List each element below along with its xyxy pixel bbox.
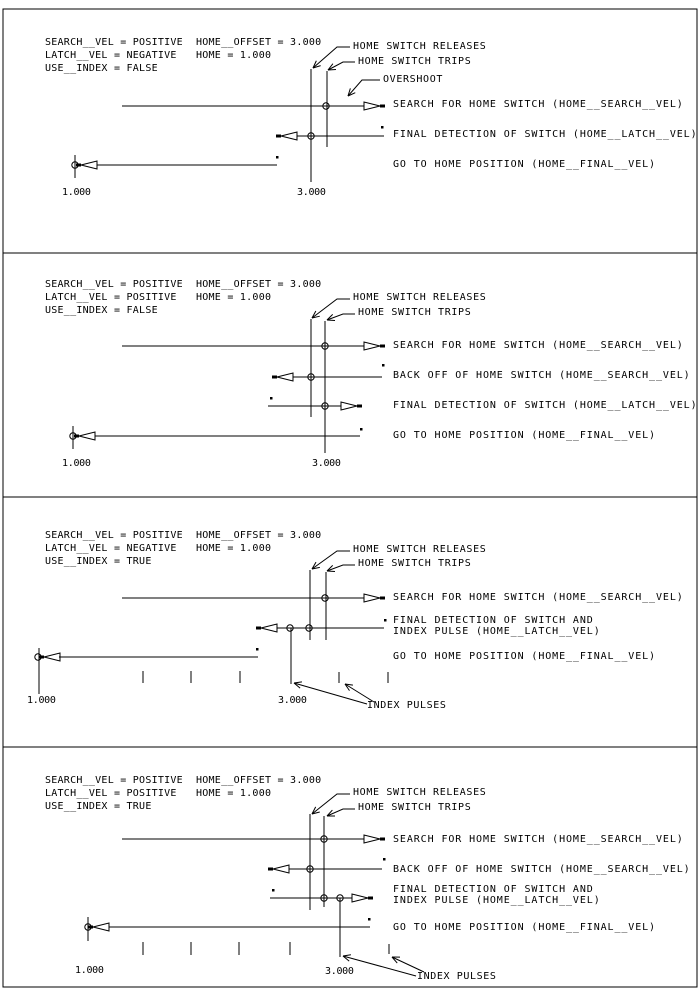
left-arrow-tip — [74, 435, 79, 438]
param-use-index: USE__INDEX = TRUE — [45, 556, 152, 567]
step-label-final-detection-1: FINAL DETECTION OF SWITCH AND — [393, 615, 594, 626]
step-label-back-off: BACK OFF OF HOME SWITCH (HOME__SEARCH__VEL) — [393, 864, 691, 875]
left-arrow-tip — [272, 376, 277, 379]
index-pulses-arrowhead — [294, 682, 302, 683]
left-arrow-tip — [76, 164, 81, 167]
param-home-offset: HOME__OFFSET = 3.000 — [196, 775, 322, 786]
left-arrow-tip — [268, 868, 273, 871]
index-pulses-label: INDEX PULSES — [417, 971, 497, 982]
step-label-search: SEARCH FOR HOME SWITCH (HOME__SEARCH__VEL) — [393, 340, 684, 351]
position-label-offset: 3.000 — [325, 966, 354, 977]
left-arrowhead — [44, 653, 60, 661]
param-latch-vel: LATCH__VEL = POSITIVE — [45, 292, 177, 303]
left-arrow-tip — [276, 135, 281, 138]
param-search-vel: SEARCH__VEL = POSITIVE — [45, 37, 183, 48]
start-point-dot — [382, 364, 385, 367]
param-home-offset: HOME__OFFSET = 3.000 — [196, 37, 322, 48]
param-search-vel: SEARCH__VEL = POSITIVE — [45, 279, 183, 290]
start-point-dot — [270, 397, 273, 400]
left-arrowhead — [281, 132, 297, 140]
param-latch-vel: LATCH__VEL = NEGATIVE — [45, 50, 177, 61]
step-label-go-home: GO TO HOME POSITION (HOME__FINAL__VEL) — [393, 159, 656, 170]
param-use-index: USE__INDEX = TRUE — [45, 801, 152, 812]
right-arrow-tip — [380, 345, 385, 348]
start-point-dot — [368, 918, 371, 921]
index-pulses-leader-line — [392, 957, 424, 972]
callout-home-switch-releases: HOME SWITCH RELEASES — [353, 544, 487, 555]
start-point-dot — [276, 156, 279, 159]
position-label-offset: 3.000 — [297, 187, 326, 198]
callout-home-switch-trips: HOME SWITCH TRIPS — [358, 56, 472, 67]
callout-leader-line — [328, 62, 355, 70]
position-label-home: 1.000 — [62, 187, 91, 198]
callout-home-switch-trips: HOME SWITCH TRIPS — [358, 307, 472, 318]
callout-leader-line — [312, 299, 350, 318]
param-latch-vel: LATCH__VEL = NEGATIVE — [45, 543, 177, 554]
param-home: HOME = 1.000 — [196, 292, 272, 303]
step-label-search: SEARCH FOR HOME SWITCH (HOME__SEARCH__VEL) — [393, 834, 684, 845]
param-home: HOME = 1.000 — [196, 788, 272, 799]
index-pulses-label: INDEX PULSES — [367, 700, 447, 711]
position-label-offset: 3.000 — [278, 695, 307, 706]
param-search-vel: SEARCH__VEL = POSITIVE — [45, 530, 183, 541]
right-arrow-tip — [368, 897, 373, 900]
param-latch-vel: LATCH__VEL = POSITIVE — [45, 788, 177, 799]
right-arrowhead — [364, 102, 380, 110]
position-label-home: 1.000 — [62, 458, 91, 469]
step-label-final-detection: FINAL DETECTION OF SWITCH (HOME__LATCH__VEL) — [393, 129, 698, 140]
callout-arrowhead — [328, 69, 336, 70]
param-home-offset: HOME__OFFSET = 3.000 — [196, 279, 322, 290]
right-arrow-tip — [357, 405, 362, 408]
callout-home-switch-releases: HOME SWITCH RELEASES — [353, 787, 487, 798]
left-arrowhead — [93, 923, 109, 931]
panel-3-linework — [35, 551, 388, 704]
start-point-dot — [256, 648, 259, 651]
right-arrow-tip — [380, 597, 385, 600]
right-arrow-tip — [380, 105, 385, 108]
left-arrowhead — [277, 373, 293, 381]
param-search-vel: SEARCH__VEL = POSITIVE — [45, 775, 183, 786]
step-label-go-home: GO TO HOME POSITION (HOME__FINAL__VEL) — [393, 651, 656, 662]
step-label-final-detection-2: INDEX PULSE (HOME__LATCH__VEL) — [393, 895, 601, 906]
step-label-back-off: BACK OFF OF HOME SWITCH (HOME__SEARCH__VEL) — [393, 370, 691, 381]
left-arrowhead — [261, 624, 277, 632]
callout-leader-line — [327, 809, 355, 816]
step-label-final-detection: FINAL DETECTION OF SWITCH (HOME__LATCH__VEL) — [393, 400, 698, 411]
right-arrow-tip — [380, 838, 385, 841]
right-arrowhead — [364, 594, 380, 602]
param-home-offset: HOME__OFFSET = 3.000 — [196, 530, 322, 541]
callout-leader-line — [327, 314, 355, 320]
right-arrowhead — [341, 402, 357, 410]
callout-home-switch-releases: HOME SWITCH RELEASES — [353, 41, 487, 52]
step-label-search: SEARCH FOR HOME SWITCH (HOME__SEARCH__VEL) — [393, 99, 684, 110]
start-point-dot — [383, 858, 386, 861]
start-point-dot — [360, 428, 363, 431]
panel-2-linework — [70, 299, 385, 453]
position-label-home: 1.000 — [27, 695, 56, 706]
start-point-dot — [272, 889, 275, 892]
param-home: HOME = 1.000 — [196, 50, 272, 61]
step-label-final-detection-2: INDEX PULSE (HOME__LATCH__VEL) — [393, 626, 601, 637]
param-home: HOME = 1.000 — [196, 543, 272, 554]
callout-leader-line — [327, 565, 355, 571]
step-label-final-detection-1: FINAL DETECTION OF SWITCH AND — [393, 884, 594, 895]
left-arrow-tip — [256, 627, 261, 630]
index-pulses-arrowhead — [343, 955, 351, 956]
callout-overshoot: OVERSHOOT — [383, 74, 444, 85]
step-label-go-home: GO TO HOME POSITION (HOME__FINAL__VEL) — [393, 430, 656, 441]
left-arrow-tip — [39, 656, 44, 659]
callout-home-switch-trips: HOME SWITCH TRIPS — [358, 802, 472, 813]
left-arrowhead — [273, 865, 289, 873]
callout-home-switch-trips: HOME SWITCH TRIPS — [358, 558, 472, 569]
right-arrowhead — [364, 835, 380, 843]
start-point-dot — [384, 619, 387, 622]
left-arrowhead — [79, 432, 95, 440]
step-label-search: SEARCH FOR HOME SWITCH (HOME__SEARCH__VEL) — [393, 592, 684, 603]
position-label-offset: 3.000 — [312, 458, 341, 469]
panel-4-linework — [85, 794, 424, 976]
step-label-go-home: GO TO HOME POSITION (HOME__FINAL__VEL) — [393, 922, 656, 933]
right-arrowhead — [352, 894, 368, 902]
position-label-home: 1.000 — [75, 965, 104, 976]
start-point-dot — [381, 126, 384, 129]
callout-leader-line — [312, 551, 350, 569]
param-use-index: USE__INDEX = FALSE — [45, 305, 158, 316]
left-arrowhead — [81, 161, 97, 169]
left-arrow-tip — [88, 926, 93, 929]
param-use-index: USE__INDEX = FALSE — [45, 63, 158, 74]
callout-home-switch-releases: HOME SWITCH RELEASES — [353, 292, 487, 303]
right-arrowhead — [364, 342, 380, 350]
